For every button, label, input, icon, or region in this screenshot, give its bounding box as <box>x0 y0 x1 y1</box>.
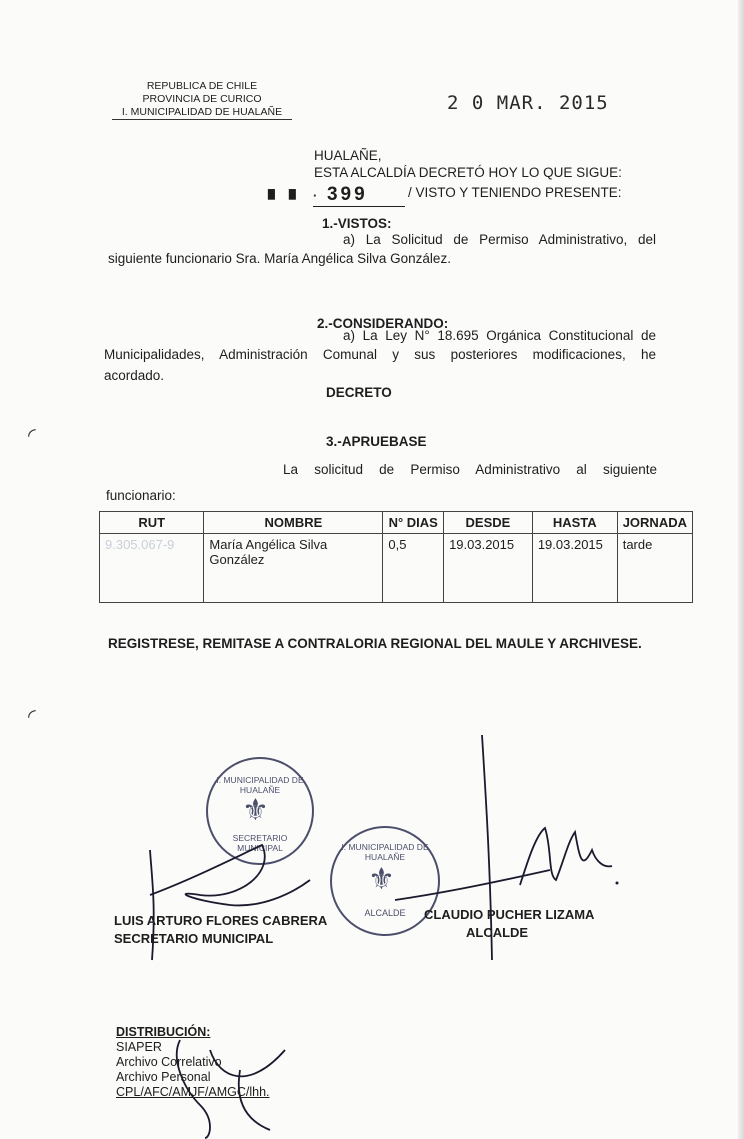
seal-bottom-text: ALCALDE <box>364 908 406 918</box>
list-item: SIAPER <box>116 1040 162 1054</box>
date-stamp: 2 0 MAR. 2015 <box>447 92 609 114</box>
cell-dias: 0,5 <box>383 534 444 603</box>
col-header-rut: RUT <box>100 512 204 534</box>
col-header-jornada: JORNADA <box>617 512 692 534</box>
distribution-block <box>116 1025 270 1100</box>
header-line-country: REPUBLICA DE CHILE <box>146 80 258 92</box>
cell-desde: 19.03.2015 <box>444 534 533 603</box>
signatory-right-name: CLAUDIO PUCHER LIZAMA <box>424 907 595 922</box>
closing-statement: REGISTRESE, REMITASE A CONTRALORIA REGIONAL DEL MAULE Y ARCHIVESE. <box>108 636 642 651</box>
signatory-right-role: ALCALDE <box>466 925 529 940</box>
decree-number-value: 399 <box>326 184 368 205</box>
signatory-left-name: LUIS ARTURO FLORES CABRERA <box>114 913 328 928</box>
col-header-desde: DESDE <box>444 512 533 534</box>
list-item: CPL/AFC/AMJF/AMGC/lhh. <box>116 1085 270 1099</box>
apruebase-heading: 3.-APRUEBASE <box>326 434 427 449</box>
considerando-line-1: a) La Ley N° 18.695 Orgánica Constitucional de <box>343 328 656 343</box>
apruebase-line-2: funcionario: <box>106 488 176 503</box>
cell-nombre: María Angélica Silva González <box>204 534 383 603</box>
col-header-nombre: NOMBRE <box>204 512 383 534</box>
vistos-line-2: siguiente funcionario Sra. María Angélica Silva González. <box>108 251 451 266</box>
cell-rut: 9.305.067-9 <box>100 534 204 603</box>
header-line-municipality: I. MUNICIPALIDAD DE HUALAÑE <box>112 106 292 120</box>
decree-intro-line: ESTA ALCALDÍA DECRETÓ HOY LO QUE SIGUE: <box>314 165 622 180</box>
place-label: HUALAÑE, <box>314 148 382 163</box>
distribution-heading: DISTRIBUCIÓN: <box>116 1025 211 1039</box>
punch-mark-icon: ◜ <box>28 706 36 728</box>
list-item: Archivo Correlativo <box>116 1055 222 1069</box>
cell-jornada: tarde <box>617 534 692 603</box>
list-item: Archivo Personal <box>116 1070 211 1084</box>
coat-of-arms-icon: ⚜ <box>242 794 269 827</box>
decree-number: · 399 <box>313 184 405 207</box>
margin-mark-icon: ▘▝ <box>268 190 296 210</box>
considerando-line-2: Municipalidades, Administración Comunal y sus posteriores modificaciones, he <box>104 347 656 362</box>
col-header-dias: N° DIAS <box>383 512 444 534</box>
vistos-line-1: a) La Solicitud de Permiso Administrativo, del <box>343 232 656 247</box>
seal-top-text: I. MUNICIPALIDAD DE HUALAÑE <box>341 842 429 862</box>
signatory-left-role: SECRETARIO MUNICIPAL <box>114 931 274 946</box>
considerando-line-3: acordado. <box>104 368 165 383</box>
seal-bottom-text: SECRETARIO MUNICIPAL <box>232 833 288 853</box>
punch-mark-icon: ◜ <box>28 425 36 447</box>
header-line-province: PROVINCIA DE CURICO <box>142 93 262 105</box>
coat-of-arms-icon: ⚜ <box>368 863 395 896</box>
considerando-heading: 2.-CONSIDERANDO: <box>317 316 449 331</box>
vistos-heading: 1.-VISTOS: <box>322 216 392 231</box>
apruebase-line-1: La solicitud de Permiso Administrativo al siguiente <box>283 462 657 477</box>
cell-hasta: 19.03.2015 <box>532 534 617 603</box>
visto-line: / VISTO Y TENIENDO PRESENTE: <box>408 185 622 200</box>
decreto-heading: DECRETO <box>326 385 392 400</box>
seal-top-text: I. MUNICIPALIDAD DE HUALAÑE <box>216 775 304 795</box>
col-header-hasta: HASTA <box>532 512 617 534</box>
